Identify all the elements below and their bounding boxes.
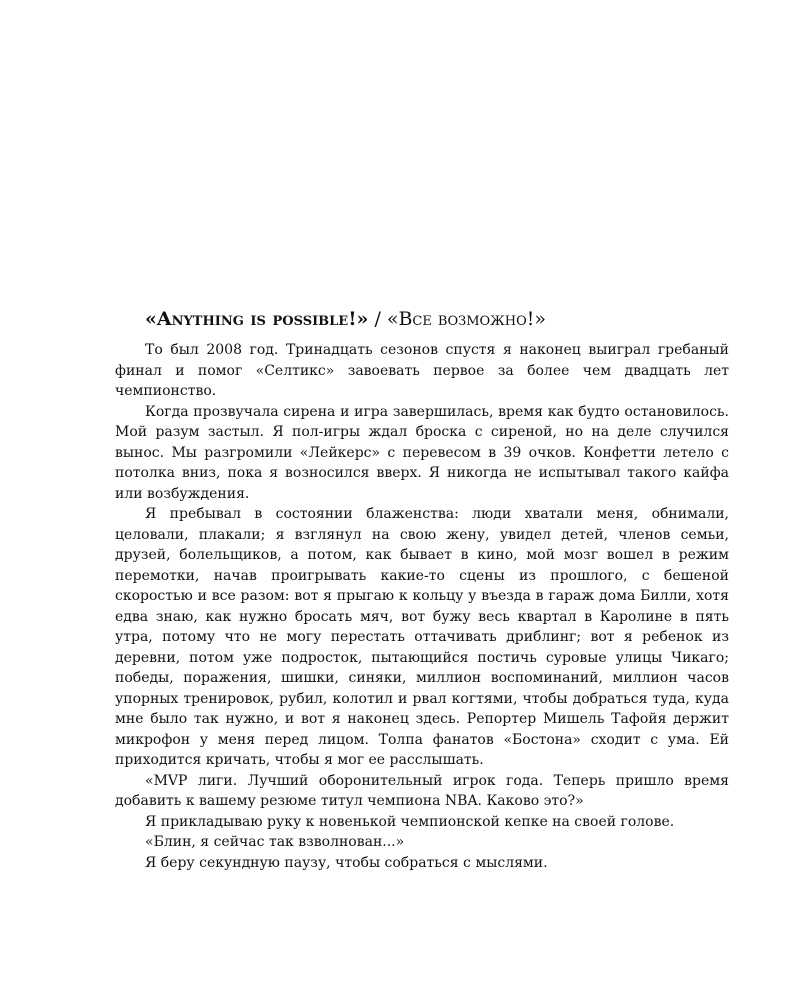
- heading-russian: «Все возможно!»: [386, 308, 547, 330]
- chapter-heading: [145, 306, 745, 332]
- paragraph: «MVP лиги. Лучший оборонительный игрок года. Теперь пришло время добавить к вашему резюме титул чемпиона NBA. Каково это?»: [115, 772, 729, 809]
- heading-separator: /: [374, 308, 381, 330]
- paragraph: Я прикладываю руку к новенькой чемпионской кепке на своей голове.: [145, 813, 675, 830]
- paragraph: То был 2008 год. Тринадцать сезонов спустя я наконец выиграл гребаный финал и помог «Селтикс» завоевать первое за более чем двадцать лет чемпионство.: [115, 342, 729, 399]
- heading-english: «Anything is possible!»: [145, 308, 369, 330]
- paragraph: Я пребывал в состоянии блаженства: люди хватали меня, обнимали, целовали, плакали; я взглянул на свою жену, увидел детей, членов семьи, друзей, болельщиков, а потом, как бывает в кино, мой мозг вошел в режим перемотки, начав проигрывать какие-то сцены из прошлого, с бешеной скоростью и все разом: вот я прыгаю к кольцу у въезда в гараж дома Билли, хотя едва знаю, как нужно бросать мяч, вот бужу весь квартал в Каролине в пять утра, потому что не могу перестать оттачивать дриблинг; вот я ребенок из деревни, потом уже подросток, пытающийся постичь суровые улицы Чикаго; победы, поражения, шишки, синяки, миллион воспоминаний, миллион часов упорных тренировок, рубил, колотил и рвал когтями, чтобы добраться туда, куда мне было так нужно, и вот я наконец здесь. Репортер Мишель Тафойя держит микрофон у меня перед лицом. Толпа фанатов «Бостона» сходит с ума. Ей приходится кричать, чтобы я мог ее расслышать.: [115, 506, 729, 768]
- paragraph: Я беру секундную паузу, чтобы собраться с мыслями.: [145, 854, 548, 871]
- paragraph: «Блин, я сейчас так взволнован...»: [145, 834, 405, 850]
- body-text: [115, 340, 729, 873]
- paragraph: Когда прозвучала сирена и игра завершилась, время как будто остановилось. Мой разум застыл. Я пол-игры ждал броска с сиреной, но на деле случился вынос. Мы разгромили «Лейкерс» с перевесом в 39 очков. Конфетти летело с потолка вниз, пока я возносился вверх. Я никогда не испытывал такого кайфа или возбуждения.: [115, 403, 729, 502]
